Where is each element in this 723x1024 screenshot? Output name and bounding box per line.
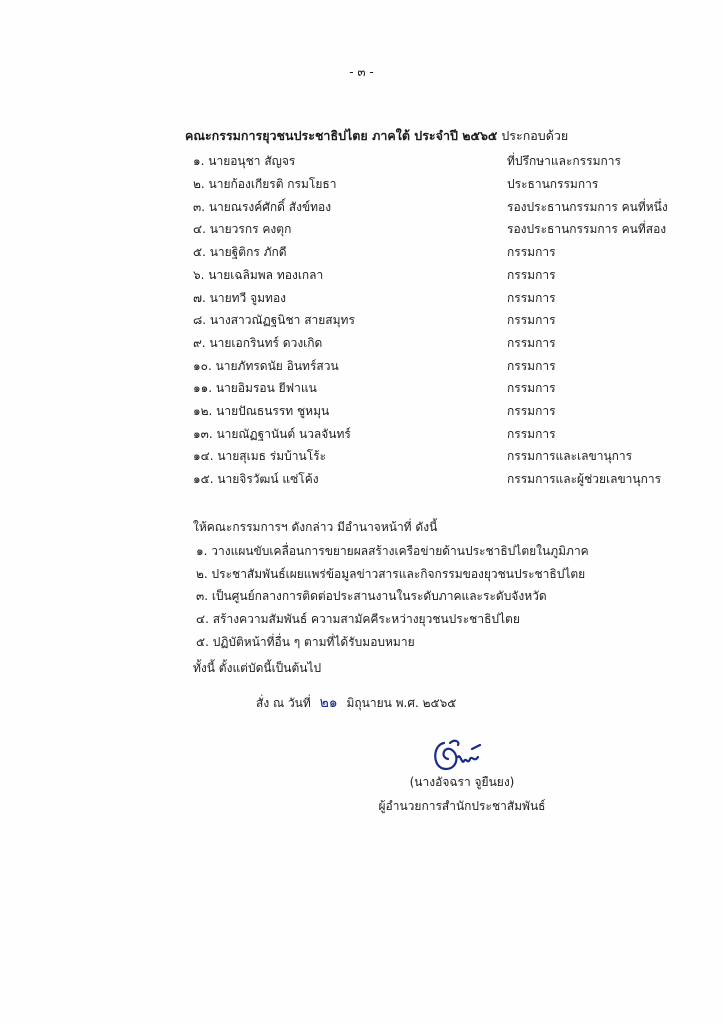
member-row bbox=[193, 360, 673, 380]
member-row bbox=[193, 428, 673, 448]
member-role: กรรมการและผู้ช่วยเลขานุการ bbox=[507, 472, 662, 486]
member-name: ๕. นายฐิติกร ภักดี bbox=[193, 245, 287, 259]
member-role: กรรมการและเลขานุการ bbox=[507, 449, 633, 463]
member-role: รองประธานกรรมการ คนที่หนึ่ง bbox=[507, 200, 668, 214]
effective-clause: ทั้งนี้ ตั้งแต่บัดนี้เป็นต้นไป bbox=[193, 661, 322, 675]
member-name: ๑๕. นายจิรวัฒน์ แซ่โค้ง bbox=[193, 472, 319, 486]
committee-heading-suffix: ประกอบด้วย bbox=[497, 128, 569, 143]
member-name: ๑๑. นายอิมรอน ยีฟาแน bbox=[193, 381, 317, 395]
order-date bbox=[256, 696, 456, 710]
order-date-prefix: สั่ง ณ วันที่ bbox=[256, 696, 311, 710]
signer-position: ผู้อำนวยการสำนักประชาสัมพันธ์ bbox=[378, 799, 546, 813]
member-name: ๑. นายอนุชา สัญจร bbox=[193, 154, 296, 168]
member-role: กรรมการ bbox=[507, 427, 556, 441]
member-name: ๑๒. นายปัณธนรรท ชูหมุน bbox=[193, 404, 330, 418]
duty-item: ๓. เป็นศูนย์กลางการติดต่อประสานงานในระดับภาคและระดับจังหวัด bbox=[196, 589, 547, 603]
member-row bbox=[193, 201, 673, 221]
member-name: ๖. นายเฉลิมพล ทองเกลา bbox=[193, 268, 324, 282]
member-name: ๑๐. นายภัทรดนัย อินทร์สวน bbox=[193, 359, 339, 373]
duty-item: ๕. ปฏิบัติหน้าที่อื่น ๆ ตามที่ได้รับมอบหมาย bbox=[196, 635, 415, 649]
member-role: กรรมการ bbox=[507, 313, 556, 327]
member-role: รองประธานกรรมการ คนที่สอง bbox=[507, 222, 667, 236]
member-row bbox=[193, 337, 673, 357]
signer-name: (นางอัจฉรา จูยืนยง) bbox=[409, 775, 515, 789]
member-name: ๑๓. นายณัฏฐานันต์ นวลจันทร์ bbox=[193, 427, 351, 441]
member-name: ๔. นายวรกร คงตุก bbox=[193, 222, 292, 236]
member-row bbox=[193, 292, 673, 312]
member-role: กรรมการ bbox=[507, 381, 556, 395]
member-name: ๗. นายทวี จูมทอง bbox=[193, 291, 287, 305]
member-role: กรรมการ bbox=[507, 245, 556, 259]
member-name: ๑๔. นายสุเมธ ร่มบ้านโร้ะ bbox=[193, 449, 327, 463]
member-row bbox=[193, 405, 673, 425]
member-row bbox=[193, 155, 673, 175]
committee-heading-title: คณะกรรมการยุวชนประชาธิปไตย ภาคใต้ ประจำปี ๒๕๖๕ bbox=[185, 128, 498, 143]
member-role: กรรมการ bbox=[507, 336, 556, 350]
member-name: ๓. นายณรงค์ศักดิ์ สังข์ทอง bbox=[193, 200, 332, 214]
duties-intro: ให้คณะกรรมการฯ ดังกล่าว มีอำนาจหน้าที่ ดังนี้ bbox=[193, 520, 438, 534]
member-name: ๙. นายเอกรินทร์ ดวงเกิด bbox=[193, 336, 323, 350]
duty-item: ๔. สร้างความสัมพันธ์ ความสามัคคีระหว่างยุวชนประชาธิปไตย bbox=[196, 612, 520, 626]
member-role: กรรมการ bbox=[507, 291, 556, 305]
duty-item: ๒. ประชาสัมพันธ์เผยแพร่ข้อมูลข่าวสารและกิจกรรมของยุวชนประชาธิปไตย bbox=[196, 567, 586, 581]
duty-item: ๑. วางแผนขับเคลื่อนการขยายผลสร้างเครือข่ายด้านประชาธิปไตยในภูมิภาค bbox=[196, 544, 589, 558]
member-row bbox=[193, 473, 673, 493]
member-row bbox=[193, 246, 673, 266]
order-date-day: ๒๑ bbox=[319, 695, 338, 711]
member-name: ๘. นางสาวณัฏฐนิชา สายสมุทร bbox=[193, 313, 355, 327]
member-name: ๒. นายก้องเกียรติ กรมโยธา bbox=[193, 177, 337, 191]
member-role: ประธานกรรมการ bbox=[507, 177, 599, 191]
signature-mark bbox=[428, 735, 488, 775]
committee-heading bbox=[185, 130, 568, 143]
member-role: ที่ปรึกษาและกรรมการ bbox=[507, 154, 621, 168]
order-date-suffix: มิถุนายน พ.ศ. ๒๕๖๕ bbox=[346, 696, 457, 710]
member-role: กรรมการ bbox=[507, 404, 556, 418]
member-role: กรรมการ bbox=[507, 359, 556, 373]
member-row bbox=[193, 269, 673, 289]
member-row bbox=[193, 314, 673, 334]
member-role: กรรมการ bbox=[507, 268, 556, 282]
member-row bbox=[193, 382, 673, 402]
member-row bbox=[193, 450, 673, 470]
member-row bbox=[193, 178, 673, 198]
page-number: - ๓ - bbox=[349, 65, 374, 79]
member-row bbox=[193, 223, 673, 243]
